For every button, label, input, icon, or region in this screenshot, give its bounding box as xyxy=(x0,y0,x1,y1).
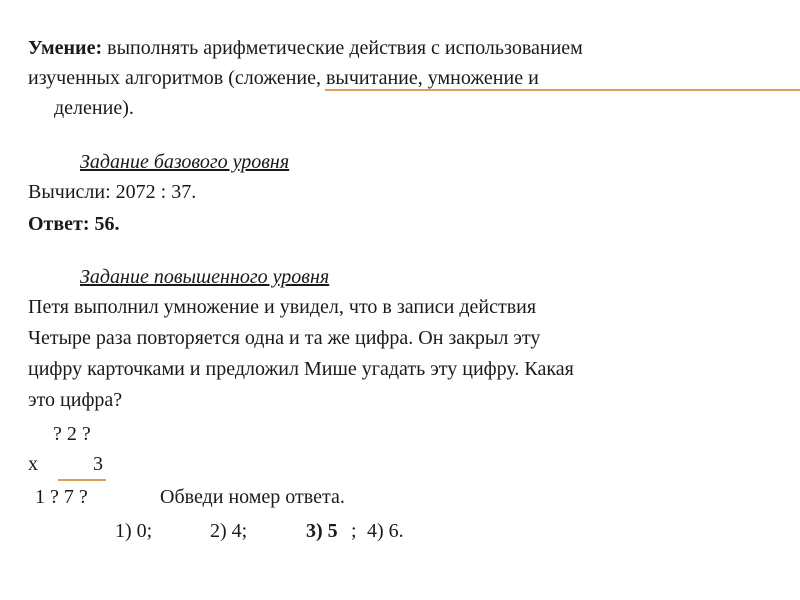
product: 1 ? 7 ? xyxy=(35,486,88,508)
instruction: Обведи номер ответа. xyxy=(160,486,345,508)
answer-option-2: 2) 4; xyxy=(210,520,248,542)
answer-option-3-separator: ; xyxy=(351,520,357,542)
advanced-text-line: это цифра? xyxy=(28,389,123,411)
skill-line-2: изученных алгоритмов (сложение, вычитание, умножение и xyxy=(28,67,539,89)
advanced-text-line: Четыре раза повторяется одна и та же цифра. Он закрыл эту xyxy=(28,327,541,349)
basic-answer: Ответ: 56. xyxy=(28,213,120,235)
skill-label: Умение: xyxy=(28,37,103,59)
basic-task: Вычисли: 2072 : 37. xyxy=(28,181,197,203)
skill-line-3: деление). xyxy=(54,97,134,119)
advanced-text-line: цифру карточками и предложил Мише угадать эту цифру. Какая xyxy=(28,358,574,380)
answer-option-1: 1) 0; xyxy=(115,520,153,542)
multiplication-line xyxy=(58,479,106,481)
advanced-heading: Задание повышенного уровня xyxy=(80,266,330,288)
skill-text-1: выполнять арифметические действия с использованием xyxy=(107,37,583,59)
answer-option-3: 3) 5 xyxy=(306,520,338,542)
multiply-sign: х xyxy=(28,453,38,475)
skill-line-1 xyxy=(28,36,583,60)
advanced-text-line: Петя выполнил умножение и увидел, что в записи действия xyxy=(28,296,537,318)
basic-heading: Задание базового уровня xyxy=(80,151,290,173)
answer-option-4: 4) 6. xyxy=(367,520,404,542)
factor-1: ? 2 ? xyxy=(53,423,91,445)
factor-2: 3 xyxy=(93,453,103,475)
